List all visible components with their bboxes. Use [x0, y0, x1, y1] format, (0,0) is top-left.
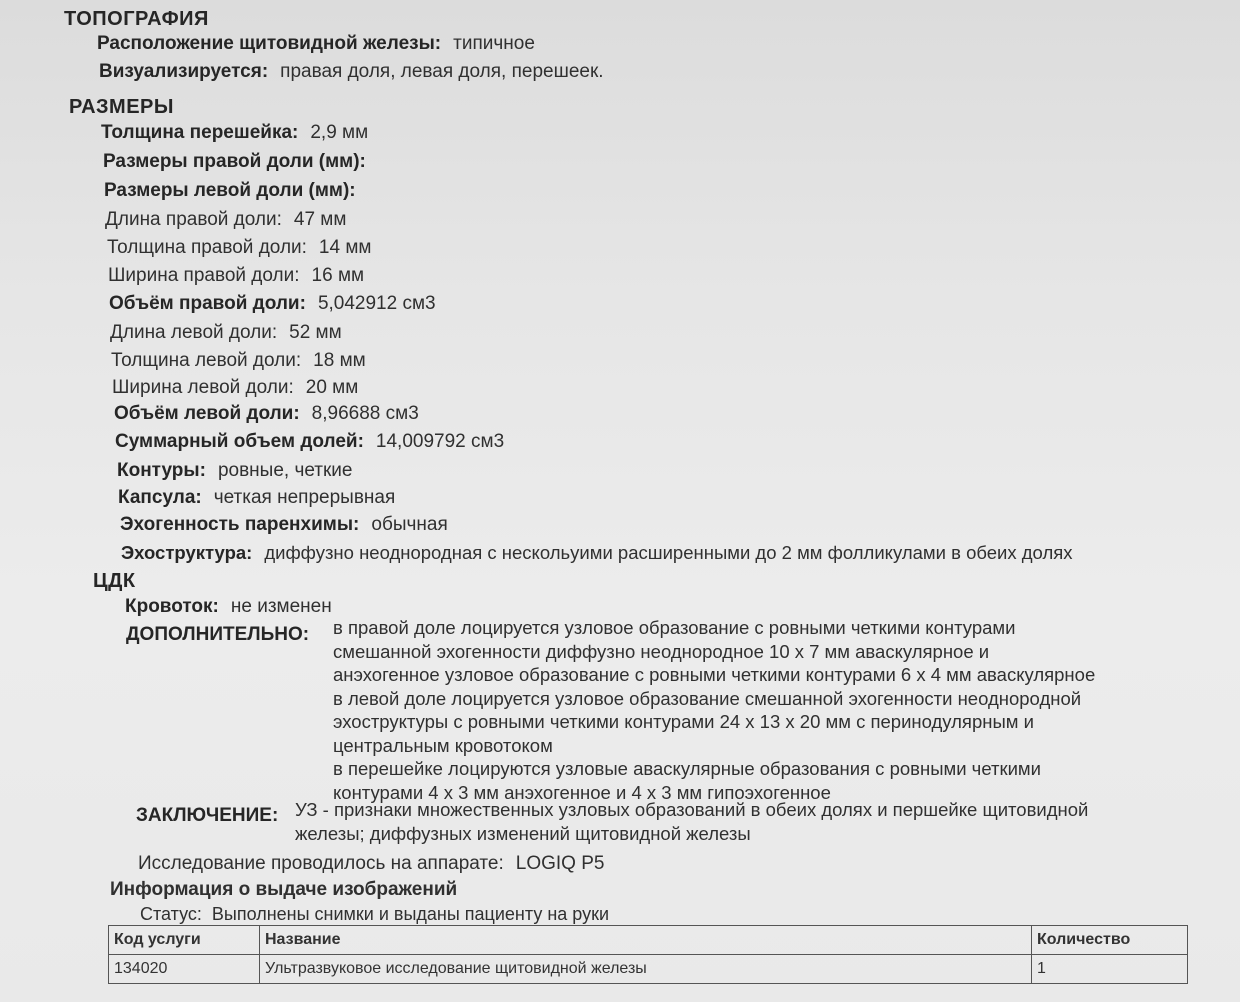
bloodflow-label: Кровоток:	[125, 596, 219, 617]
conclusion-label-row	[136, 805, 290, 827]
device-row	[138, 853, 604, 875]
echostructure-label: Эхоструктура:	[121, 542, 253, 563]
table-row	[109, 955, 1188, 984]
right-lobe-dims-row	[103, 151, 378, 173]
echostructure-value: диффузно неоднородная с нескольуими расширенными до 2 мм фолликулами в обеих долях	[264, 542, 1073, 563]
right-volume-value: 5,042912 см3	[317, 293, 436, 314]
device-label: Исследование проводилось на аппарате:	[138, 853, 504, 874]
isthmus-label: Толщина перешейка:	[101, 122, 299, 143]
images-status-value: Выполнены снимки и выданы пациенту на руки	[211, 904, 610, 924]
device-value: LOGIQ P5	[515, 853, 605, 874]
header-name: Название	[260, 926, 1032, 955]
right-width-value: 16 мм	[311, 265, 365, 286]
cell-name: Ультразвуковое исследование щитовидной железы	[260, 955, 1032, 984]
additional-text	[333, 616, 1095, 804]
images-info-heading: Информация о выдаче изображений	[110, 879, 458, 900]
bloodflow-row	[125, 596, 332, 618]
capsule-label: Капсула:	[118, 487, 202, 508]
sizes-heading: РАЗМЕРЫ	[69, 96, 174, 118]
left-lobe-dims-label: Размеры левой доли (мм):	[104, 180, 356, 201]
contours-label: Контуры:	[117, 460, 206, 481]
left-width-row	[112, 377, 358, 399]
additional-line: смешанной эхогенности диффузно неоднородное 10 х 7 мм аваскулярное и	[333, 640, 990, 662]
images-status-label: Статус:	[140, 904, 202, 924]
additional-line: центральным кровотоком	[333, 734, 553, 756]
header-quantity: Количество	[1032, 926, 1188, 955]
right-lobe-dims-label: Размеры правой доли (мм):	[103, 151, 366, 172]
additional-line: в перешейке лоцируются узловые аваскулярные образования с ровными четкими	[333, 758, 1041, 779]
topography-heading: ТОПОГРАФИЯ	[64, 8, 209, 30]
echostructure-row	[121, 542, 1073, 564]
thyroid-location-value: типичное	[453, 33, 535, 54]
right-width-label: Ширина правой доли:	[108, 265, 300, 286]
thyroid-location-row	[97, 33, 535, 55]
right-thickness-value: 14 мм	[318, 237, 372, 258]
cell-code: 134020	[109, 955, 260, 984]
conclusion-text	[295, 798, 1088, 845]
visualized-label: Визуализируется:	[99, 61, 269, 82]
thyroid-location-label: Расположение щитовидной железы:	[97, 33, 442, 54]
echogenicity-row	[120, 514, 448, 536]
conclusion-line: УЗ - признаки множественных узловых образований в обеих долях и першейке щитовидной	[295, 799, 1089, 820]
right-thickness-label: Толщина правой доли:	[107, 237, 307, 258]
additional-label: ДОПОЛНИТЕЛЬНО:	[126, 624, 310, 645]
additional-line: в правой доле лоцируется узловое образование с ровными четкими контурами	[333, 617, 1016, 638]
isthmus-row	[101, 122, 368, 144]
cell-quantity: 1	[1032, 955, 1188, 984]
left-width-label: Ширина левой доли:	[112, 377, 294, 398]
additional-line: контурами 4 х 3 мм анэхогенное и 4 х 3 мм гипоэхогенное	[333, 781, 831, 803]
total-volume-value: 14,009792 см3	[375, 431, 505, 452]
cdk-heading: ЦДК	[93, 570, 136, 592]
right-length-label: Длина правой доли:	[105, 209, 282, 230]
additional-line: эхоструктуры с ровными четкими контурами 24 х 13 х 20 мм с перинодулярным и	[333, 711, 1034, 732]
additional-line: в левой доле лоцируется узловое образование смешанной эхогенности неоднородной	[333, 687, 1082, 709]
left-length-value: 52 мм	[289, 322, 342, 343]
header-code: Код услуги	[109, 926, 260, 955]
table-header-row	[109, 926, 1188, 955]
left-lobe-dims-row	[104, 180, 368, 202]
conclusion-label: ЗАКЛЮЧЕНИЕ:	[136, 805, 279, 826]
total-volume-label: Суммарный объем долей:	[115, 431, 364, 452]
left-thickness-value: 18 мм	[313, 350, 366, 371]
services-table	[108, 925, 1188, 984]
additional-label-row	[126, 624, 321, 646]
contours-row	[117, 460, 352, 482]
left-length-row	[110, 322, 342, 344]
right-length-value: 47 мм	[293, 209, 347, 230]
right-length-row	[105, 209, 346, 231]
total-volume-row	[115, 431, 504, 453]
left-volume-value: 8,96688 см3	[311, 403, 419, 424]
images-status-row	[140, 904, 609, 925]
capsule-value: четкая непрерывная	[213, 487, 396, 508]
left-width-value: 20 мм	[305, 377, 359, 398]
visualized-row	[99, 61, 604, 83]
right-volume-label: Объём правой доли:	[109, 293, 306, 314]
isthmus-value: 2,9 мм	[310, 122, 369, 143]
bloodflow-value: не изменен	[230, 596, 332, 617]
left-volume-row	[114, 403, 419, 425]
left-thickness-row	[111, 350, 366, 372]
visualized-value: правая доля, левая доля, перешеек.	[280, 61, 604, 82]
contours-value: ровные, четкие	[217, 460, 353, 481]
left-length-label: Длина левой доли:	[110, 322, 278, 343]
right-thickness-row	[107, 237, 371, 259]
left-volume-label: Объём левой доли:	[114, 403, 300, 424]
additional-line: анэхогенное узловое образование с ровными четкими контурами 6 х 4 мм аваскулярное	[333, 664, 1096, 685]
echogenicity-label: Эхогенность паренхимы:	[120, 514, 360, 535]
right-width-row	[108, 265, 364, 287]
echogenicity-value: обычная	[371, 514, 448, 535]
right-volume-row	[109, 293, 436, 315]
conclusion-line: железы; диффузных изменений щитовидной железы	[295, 822, 751, 844]
left-thickness-label: Толщина левой доли:	[111, 350, 302, 371]
capsule-row	[118, 487, 395, 509]
